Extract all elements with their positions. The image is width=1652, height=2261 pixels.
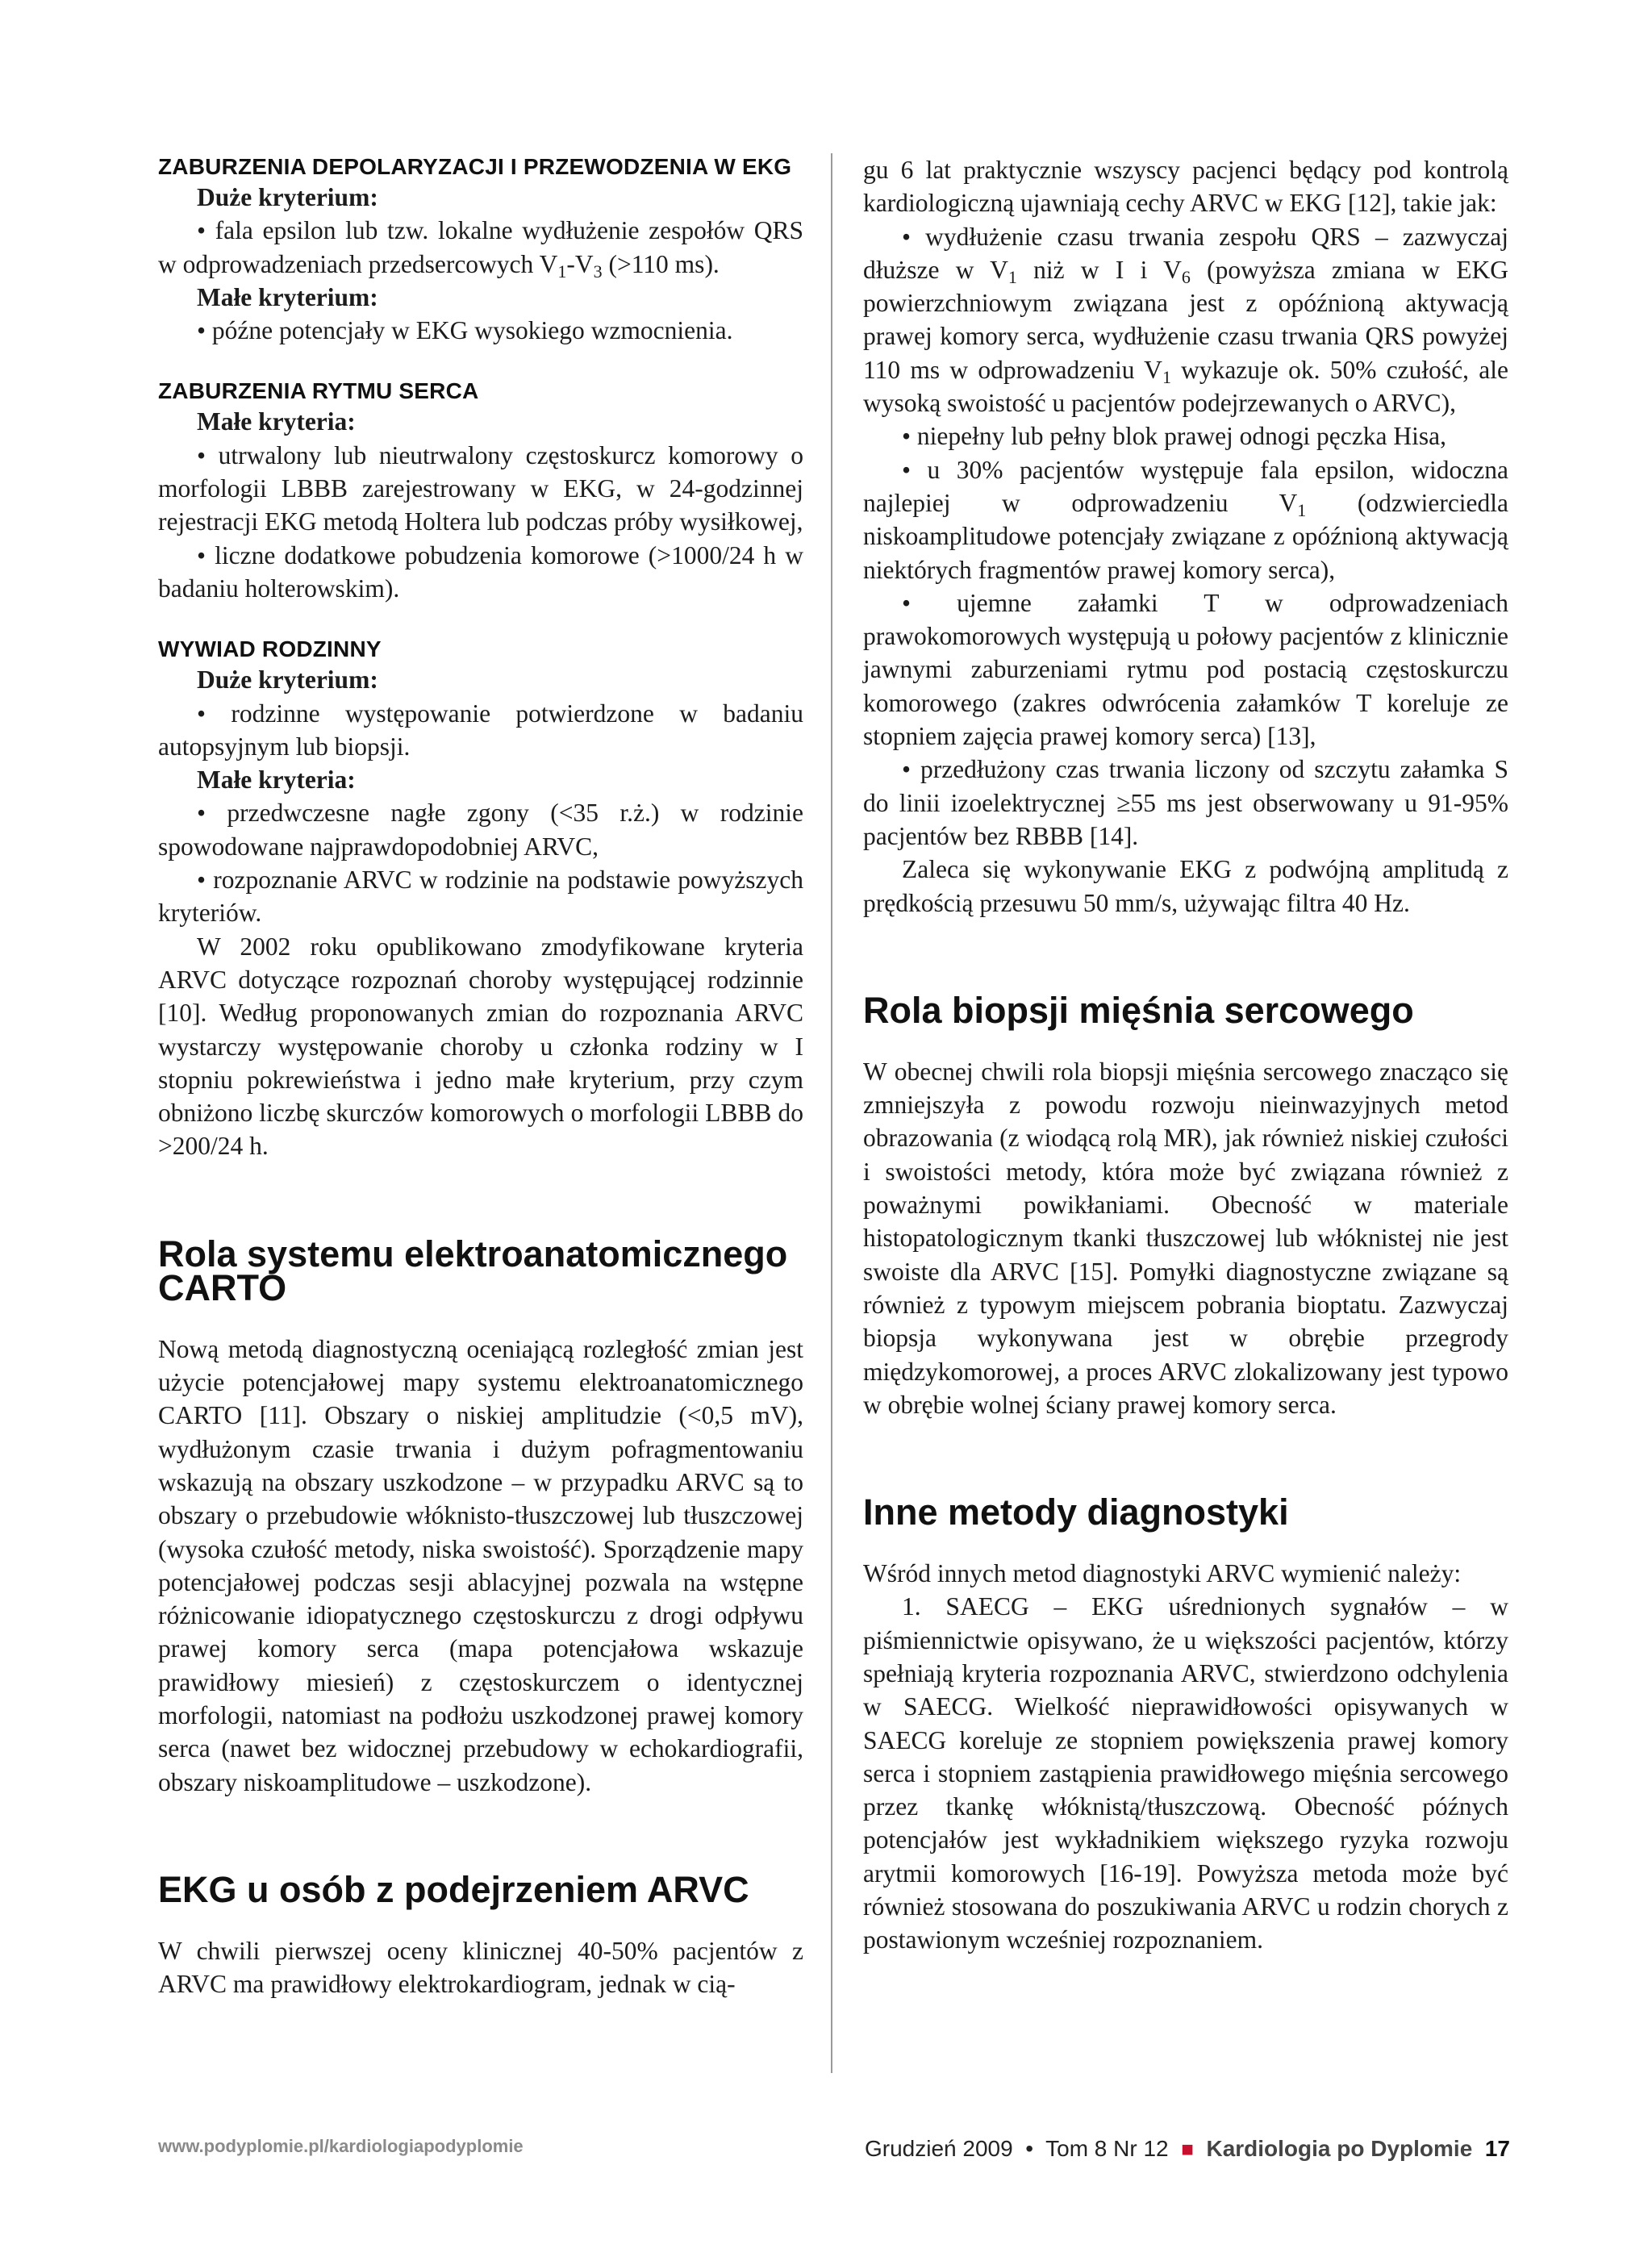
- major-criterion-label: Duże kryterium:: [197, 665, 378, 695]
- journal-title: Kardiologia po Dyplomie: [1206, 2136, 1473, 2161]
- left-column: [158, 153, 803, 2000]
- bullet-item: • przedwczesne nagłe zgony (<35 r.ż.) w rodzinie spowodowane najprawdopodobniej ARVC,: [158, 799, 803, 861]
- bullet-item: • przedłużony czas trwania liczony od szczytu załamka S do linii izoelektrycznej ≥55 ms jest obserwowany u 91-95% pacjentów bez RBBB [14].: [863, 755, 1508, 850]
- bullet-item: • utrwalony lub nieutrwalony częstoskurcz komorowy o morfologii LBBB zarejestrowany w EKG, w 24-godzinnej rejestracji EKG metodą Holtera lub podczas próby wysiłkowej,: [158, 440, 803, 536]
- bullet-item: • późne potencjały w EKG wysokiego wzmocnienia.: [197, 316, 733, 345]
- paragraph: W obecnej chwili rola biopsji mięśnia sercowego znacząco się zmniejszyła z powodu rozwoju nieinwazyjnych metod obrazowania (z wiodącą rolą MR), jak również niskiej czułości i swoistości metody, która może być związana również z poważnymi powikłaniami. Obecność w materiale histopatologicznym tkanki tłuszczowej lub włóknistej nie jest swoiste dla ARVC [15]. Pomyłki diagnostyczne związane są również z typowym miejscem pobrania bioptatu. Zazwyczaj biopsja wykonywana jest w obrębie przegrody międzykomorowej, a proces ARVC zlokalizowany jest typowo w obrębie wolnej ściany prawej komory serca.: [863, 1057, 1508, 1419]
- paragraph: Nową metodą diagnostyczną oceniającą rozległość zmian jest użycie potencjałowej mapy systemu elektroanatomicznego CARTO [11]. Obszary o niskiej amplitudzie (<0,5 mV), wydłużonym czasie trwania i dużym pofragmentowaniu wskazują na obszary uszkodzone – w przypadku ARVC są to obszary o przebudowie włóknisto-tłuszczowej lub tłuszczowej (wysoka czułość metody, niska swoistość). Sporządzenie mapy potencjałowej podczas sesji ablacyjnej pozwala na wstępne różnicowanie idiopatycznego częstoskurczu z drogi odpływu prawej komory serca (mapa potencjałowa wskazuje prawidłowy miesień) z częstoskurczem o identycznej morfologii, natomiast na podłożu uszkodzonej prawej komory serca (nawet bez widocznej przebudowy w echokardiografii, obszary niskoamplitudowe – uszkodzone).: [158, 1334, 803, 1796]
- paragraph: Zaleca się wykonywanie EKG z podwójną amplitudą z prędkością przesuwu 50 mm/s, używając filtra 40 Hz.: [863, 855, 1508, 917]
- footer-url-link[interactable]: www.podyplomie.pl/kardiologiapodyplomie: [158, 2136, 524, 2156]
- bullet-item: • wydłużenie czasu trwania zespołu QRS – zazwyczaj dłuższe w $V_1$ niż w I i $V_6$ (powyższa zmiana w EKG powierzchniowym związana jest z opóźnioną aktywacją prawej komory serca, wydłużenie czasu trwania QRS powyżej 110 ms w odprowadzeniu $V_1$ wykazuje ok. 50% czułość, ale wysoką swoistość u pacjentów podejrzewanych o ARVC),: [863, 222, 1509, 418]
- bullet-item: • u 30% pacjentów występuje fala epsilon, widoczna najlepiej w odprowadzeniu $V_1$ (odzwierciedla niskoamplitudowe potencjały związane z opóźnioną aktywacją niektórych fragmentów prawej komory serca),: [863, 455, 1509, 584]
- paragraph: W chwili pierwszej oceny klinicznej 40-50% pacjentów z ARVC ma prawidłowy elektrokardiogram, jednak w cią-: [158, 1936, 803, 1999]
- bullet-item: • rozpoznanie ARVC w rodzinie na podstawie powyższych kryteriów.: [158, 866, 803, 928]
- section-heading-ekg: EKG u osób z podejrzeniem ARVC: [158, 1868, 749, 1910]
- minor-criteria-label: Małe kryteria:: [197, 765, 356, 795]
- minor-criterion-label: Małe kryterium:: [197, 282, 378, 311]
- list-item: 1. SAECG – EKG uśrednionych sygnałów – w piśmiennictwie opisywano, że u większości pacjentów, którzy spełniają kryteria rozpoznania ARVC, stwierdzono odchylenia w SAECG. Wielkość nieprawidłowości opisywanych w SAECG koreluje ze stopniem powiększenia prawej komory serca i stopniem zastąpienia prawidłowego mięśnia sercowego przez tkankę włóknistą/tłuszczową. Obecność późnych potencjałów jest wykładnikiem większego ryzyka rozwoju arytmii komorowych [16-19]. Powyższa metoda może być również stosowana do poszukiwania ARVC u rodzin chorych z postawionym wcześniej rozpoznaniem.: [863, 1592, 1508, 1954]
- volume-number: Tom 8 Nr 12: [1045, 2136, 1169, 2161]
- bullet-item: • niepełny lub pełny blok prawej odnogi pęczka Hisa,: [902, 422, 1446, 451]
- subhead-rhythm: ZABURZENIA RYTMU SERCA: [158, 378, 479, 404]
- paragraph: gu 6 lat praktycznie wszyscy pacjenci będący pod kontrolą kardiologiczną ujawniają cechy ARVC w EKG [12], takie jak:: [863, 156, 1508, 218]
- subhead-depolarization: ZABURZENIA DEPOLARYZACJI I PRZEWODZENIA W EKG: [158, 154, 792, 179]
- bullet-separator: •: [1025, 2136, 1034, 2161]
- major-criterion-label: Duże kryterium:: [197, 183, 378, 211]
- issue-date: Grudzień 2009: [865, 2136, 1013, 2161]
- section-heading-other-methods: Inne metody diagnostyki: [863, 1491, 1289, 1533]
- right-column: [863, 153, 1508, 1957]
- section-heading-carto: Rola systemu elektroanatomicznego CARTO: [158, 1233, 788, 1308]
- subhead-family-history: WYWIAD RODZINNY: [158, 636, 382, 662]
- column-divider: [831, 153, 832, 2073]
- minor-criteria-label: Małe kryteria:: [197, 407, 356, 436]
- bullet-item: • rodzinne występowanie potwierdzone w badaniu autopsyjnym lub biopsji.: [158, 699, 803, 761]
- bullet-item: • ujemne załamki T w odprowadzeniach prawokomorowych występują u połowy pacjentów z klinicznie jawnymi zaburzeniami rytmu pod postacią częstoskurczu komorowego (zakres odwrócenia załamków T koreluje ze stopniem zajęcia prawej komory serca) [13],: [863, 588, 1508, 751]
- footer-issue-info: [865, 2136, 1510, 2162]
- red-square-icon: ■: [1181, 2137, 1194, 2161]
- paragraph: Wśród innych metod diagnostyki ARVC wymienić należy:: [863, 1559, 1462, 1588]
- section-heading-biopsy: Rola biopsji mięśnia sercowego: [863, 989, 1414, 1031]
- bullet-item: • liczne dodatkowe pobudzenia komorowe (>1000/24 h w badaniu holterowskim).: [158, 540, 803, 603]
- paragraph: W 2002 roku opublikowano zmodyfikowane kryteria ARVC dotyczące rozpoznań choroby występującej rodzinnie [10]. Według proponowanych zmian do rozpoznania ARVC wystarczy występowanie choroby u członka rodziny w I stopniu pokrewieństwa i jedno małe kryterium, przy czym obniżono liczbę skurczów komorowych o morfologii LBBB do >200/24 h.: [158, 932, 803, 1161]
- page-number: 17: [1484, 2136, 1510, 2161]
- bullet-item: • fala epsilon lub tzw. lokalne wydłużenie zespołów QRS w odprowadzeniach przedsercowych $V_1-V_3$ (>110 ms).: [158, 216, 803, 282]
